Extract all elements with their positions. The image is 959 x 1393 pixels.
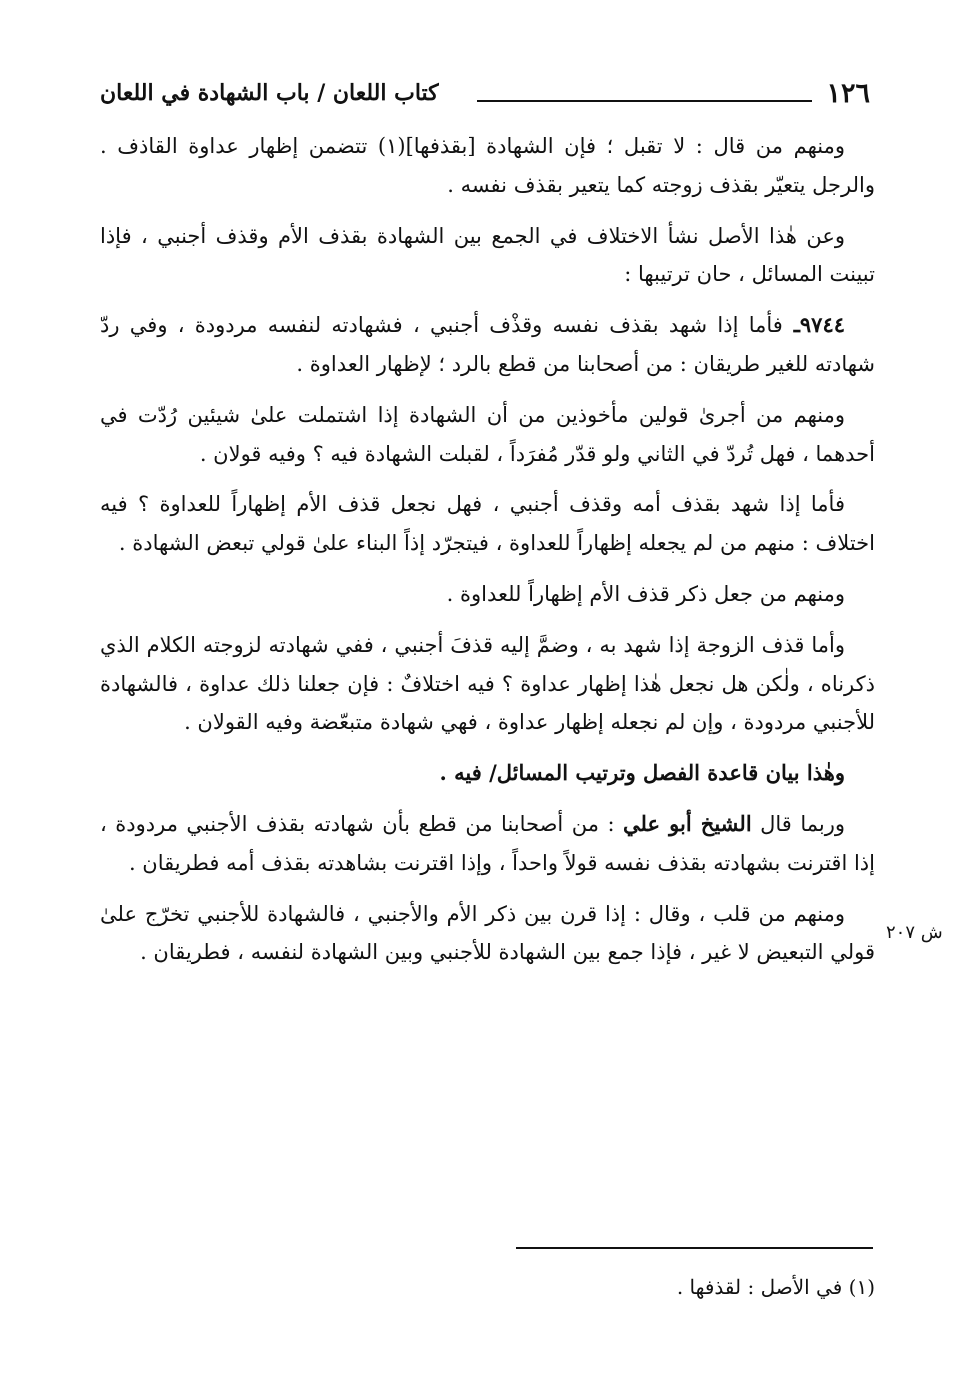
paragraph-numbered: ٩٧٤٤ـ فأما إذا شهد بقذف نفسه وقذْف أجنبي ، فشهادته لنفسه مردودة ، وفي ردّ شهادته للغير طريقان : من أصحابنا من قطع بالرد ؛ لإظهار العداوة . xyxy=(100,312,875,376)
page-number: ١٢٦ xyxy=(826,78,870,109)
paragraph: فأما إذا شهد بقذف أمه وقذف أجنبي ، فهل نجعل قذف الأم إظهاراً للعداوة ؟ فيه اختلاف : منهم من لم يجعله إظهاراً للعداوة ، فيتجرّد إذاً البناء علىٰ قولي تبعض الشهادة . xyxy=(100,492,875,556)
footnote-rule xyxy=(516,1247,873,1249)
running-title: كتاب اللعان / باب الشهادة في اللعان xyxy=(100,80,439,106)
manuscript-folio-note: ش ٢٠٧ xyxy=(886,922,943,943)
paragraph: ومنهم من أجرىٰ قولين مأخوذين من أن الشهادة إذا اشتملت علىٰ شيئين رُدّت في أحدهما ، فهل تُردّ في الثاني ولو قدّر مُفرَداً ، لقبلت الشهادة فيه ؟ وفيه قولان . xyxy=(100,402,875,466)
paragraph: ومنهم من جعل ذكر قذف الأم إظهاراً للعداوة . xyxy=(446,581,845,606)
paragraph: وهٰذا بيان قاعدة الفصل وترتيب المسائل/ فيه . xyxy=(439,760,845,786)
body-text xyxy=(100,127,875,984)
paragraph-number: ٩٧٤٤ـ xyxy=(782,312,846,338)
footnote-text: في الأصل : لقذفها . xyxy=(676,1275,843,1299)
footnote xyxy=(100,1275,875,1299)
paragraph: وعن هٰذا الأصل نشأ الاختلاف في الجمع بين الشهادة بقذف الأم وقذف أجنبي ، فإذا تبينت المسائل ، حان ترتيبها : xyxy=(100,223,875,287)
sheikh-name: الشيخ أبو علي xyxy=(623,810,752,836)
paragraph: وأما قذف الزوجة إذا شهد به ، وضمَّ إليه قذفَ أجنبي ، ففي شهادته لزوجته الكلام الذي ذكرناه ، ولٰكن هل نجعل هٰذا إظهار عداوة ؟ فيه اختلافٌ : فإن جعلنا ذلك عداوة ، فالشهادة للأجنبي مردودة ، وإن لم نجعله إظهار عداوة ، فهي شهادة متبعّضة وفيه القولان . xyxy=(100,632,875,735)
paragraph: ومنهم من قال : لا تقبل ؛ فإن الشهادة [بقذفها](١) تتضمن إظهار عداوة القاذف . والرجل يتعيّر بقذف زوجته كما يتعير بقذف نفسه . xyxy=(100,134,875,197)
paragraph: ومنهم من قلب ، وقال : إذا قرن بين ذكر الأم والأجنبي ، فالشهادة للأجنبي تخرّج علىٰ قولي التبعيض لا غير ، فإذا جمع بين الشهادة للأجنبي وبين الشهادة لنفسه ، فطريقان . xyxy=(100,901,875,965)
paragraph: وربما قال الشيخ أبو علي : من أصحابنا من قطع بأن شهادته بقذف الأجنبي مردودة ، إذا اقترنت بشهادته بقذف نفسه قولاً واحداً ، وإذا اقترنت بشاهدته بقذف أمه فطريقان . xyxy=(100,810,875,875)
page-header xyxy=(100,78,870,118)
header-rule xyxy=(477,100,812,102)
footnote-marker: (١) xyxy=(848,1275,875,1299)
